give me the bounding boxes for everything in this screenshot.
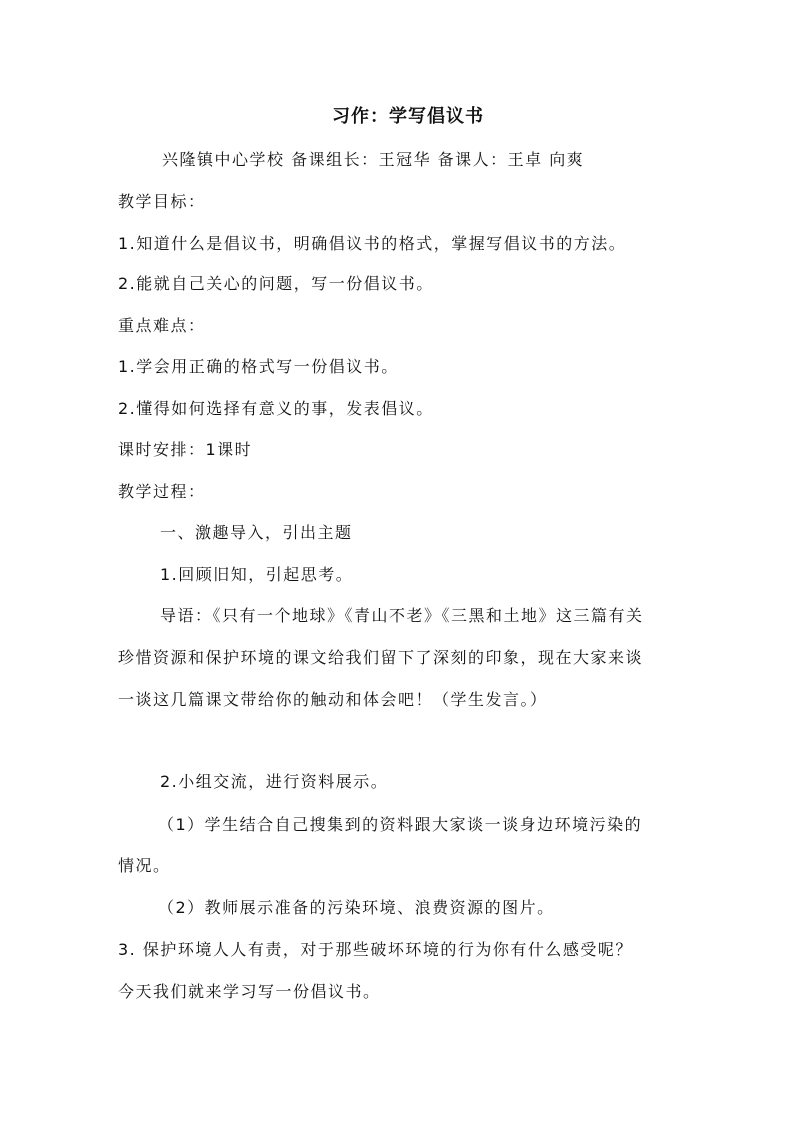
step-paragraph-line: 3. 保护环境人人有责，对于那些破坏环境的行为你有什么感受呢？: [118, 940, 633, 959]
difficulty-item: 2.懂得如何选择有意义的事，发表倡议。: [118, 399, 434, 418]
step-paragraph-line: 今天我们就来学习写一份倡议书。: [118, 982, 381, 1001]
difficulties-heading: 重点难点：: [118, 316, 206, 335]
goal-item: 2.能就自己关心的问题，写一份倡议书。: [118, 274, 434, 293]
schedule-text: 课时安排：1课时: [118, 440, 253, 459]
intro-paragraph-line: 导语：《只有一个地球》《青山不老》《三黑和土地》这三篇有关: [160, 606, 644, 625]
item-paragraph-line: （2）教师展示准备的污染环境、浪费资源的图片。: [158, 898, 555, 917]
intro-paragraph-line: 一谈这几篇课文带给你的触动和体会吧！（学生发言。）: [118, 690, 548, 709]
item-paragraph-line: 情况。: [118, 856, 171, 875]
document-title: 习作：学写倡议书: [332, 106, 484, 127]
step-heading: 1.回顾旧知，引起思考。: [160, 565, 354, 584]
process-heading: 教学过程：: [118, 482, 206, 501]
item-paragraph-line: （1）学生结合自己搜集到的资料跟大家谈一谈身边环境污染的: [158, 815, 643, 834]
step-heading: 2.小组交流，进行资料展示。: [160, 772, 389, 791]
intro-paragraph-line: 珍惜资源和保护环境的课文给我们留下了深刻的印象，现在大家来谈: [118, 648, 644, 667]
section-heading: 一、激趣导入，引出主题: [160, 523, 353, 542]
difficulty-item: 1.学会用正确的格式写一份倡议书。: [118, 357, 399, 376]
byline: 兴隆镇中心学校 备课组长：王冠华 备课人：王卓 向爽: [162, 150, 585, 169]
goal-item: 1.知道什么是倡议书，明确倡议书的格式，掌握写倡议书的方法。: [118, 234, 627, 253]
goals-heading: 教学目标：: [118, 192, 206, 211]
